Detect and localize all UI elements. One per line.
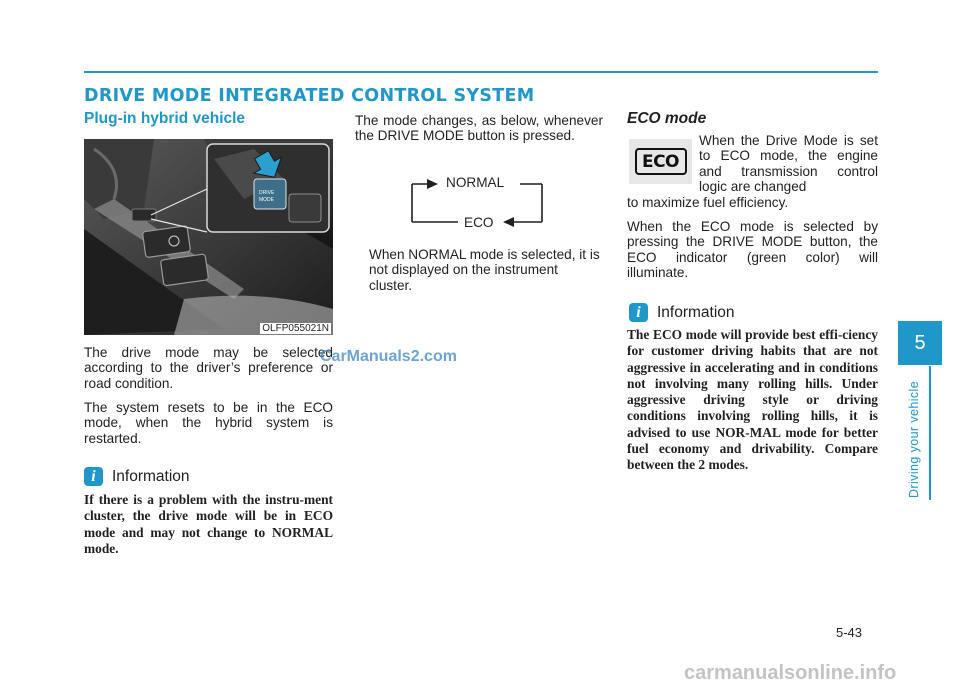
diagram-normal-label: NORMAL: [446, 175, 505, 190]
header-rule: [84, 71, 878, 73]
right-paragraph-1-tail: to maximize fuel efficiency.: [627, 195, 789, 210]
diagram-eco-label: ECO: [464, 215, 494, 230]
left-paragraph-1: The drive mode may be selected according to the driver’s preference or road condition.: [84, 345, 333, 391]
drive-mode-button-photo: [84, 139, 333, 335]
right-paragraph-2: When the ECO mode is selected by pressing the DRIVE MODE button, the ECO indicator (green color) will illuminate.: [627, 219, 878, 281]
chapter-label: [905, 372, 925, 500]
middle-paragraph-2: When NORMAL mode is selected, it is not displayed on the instrument cluster.: [369, 247, 600, 293]
section-title: DRIVE MODE INTEGRATED CONTROL SYSTEM: [84, 86, 535, 106]
page-number: 5-43: [836, 625, 863, 640]
left-information-header: [84, 467, 190, 486]
watermark-top: CarManuals2.com: [320, 348, 457, 365]
mode-cycle-diagram: [400, 170, 560, 240]
chapter-side-rule: [929, 366, 931, 500]
chapter-number-tab: 5: [898, 321, 942, 365]
eco-indicator-image: [629, 139, 692, 184]
image-caption: OLFP055021N: [262, 323, 329, 334]
right-information-text: The ECO mode will provide best effi-ciency for customer driving habits that are not aggressive in accelerating and in conditions not involving many rolling hills. Under aggressive driving style or driving conditions involving rolling hills, it is advised to use NOR-MAL mode for better fuel economy and drivability. Compare between the 2 modes.: [627, 327, 878, 473]
left-information-text: If there is a problem with the instru-ment cluster, the drive mode will be in ECO mode and may not change to NORMAL mode.: [84, 492, 333, 556]
right-information-header: [629, 303, 735, 322]
left-information-title: Information: [112, 467, 190, 485]
eco-mode-heading: ECO mode: [627, 110, 707, 127]
right-information-title: Information: [657, 303, 735, 321]
info-icon: i: [84, 467, 103, 486]
svg-text:DRIVE: DRIVE: [259, 190, 275, 196]
svg-text:MODE: MODE: [259, 197, 274, 203]
subtitle-plug-in-hybrid: Plug-in hybrid vehicle: [84, 110, 246, 127]
left-paragraph-2: The system resets to be in the ECO mode, when the hybrid system is restarted.: [84, 400, 333, 446]
eco-indicator-icon: ECO: [635, 148, 687, 175]
chapter-label-text: Driving your vehicle: [907, 380, 921, 498]
middle-paragraph-1: The mode changes, as below, whenever the DRIVE MODE button is pressed.: [355, 113, 603, 144]
watermark-bottom: carmanualsonline.info: [684, 662, 897, 684]
info-icon: i: [629, 303, 648, 322]
right-paragraph-1: When the Drive Mode is set to ECO mode, the engine and transmission control logic are changed: [699, 133, 878, 195]
